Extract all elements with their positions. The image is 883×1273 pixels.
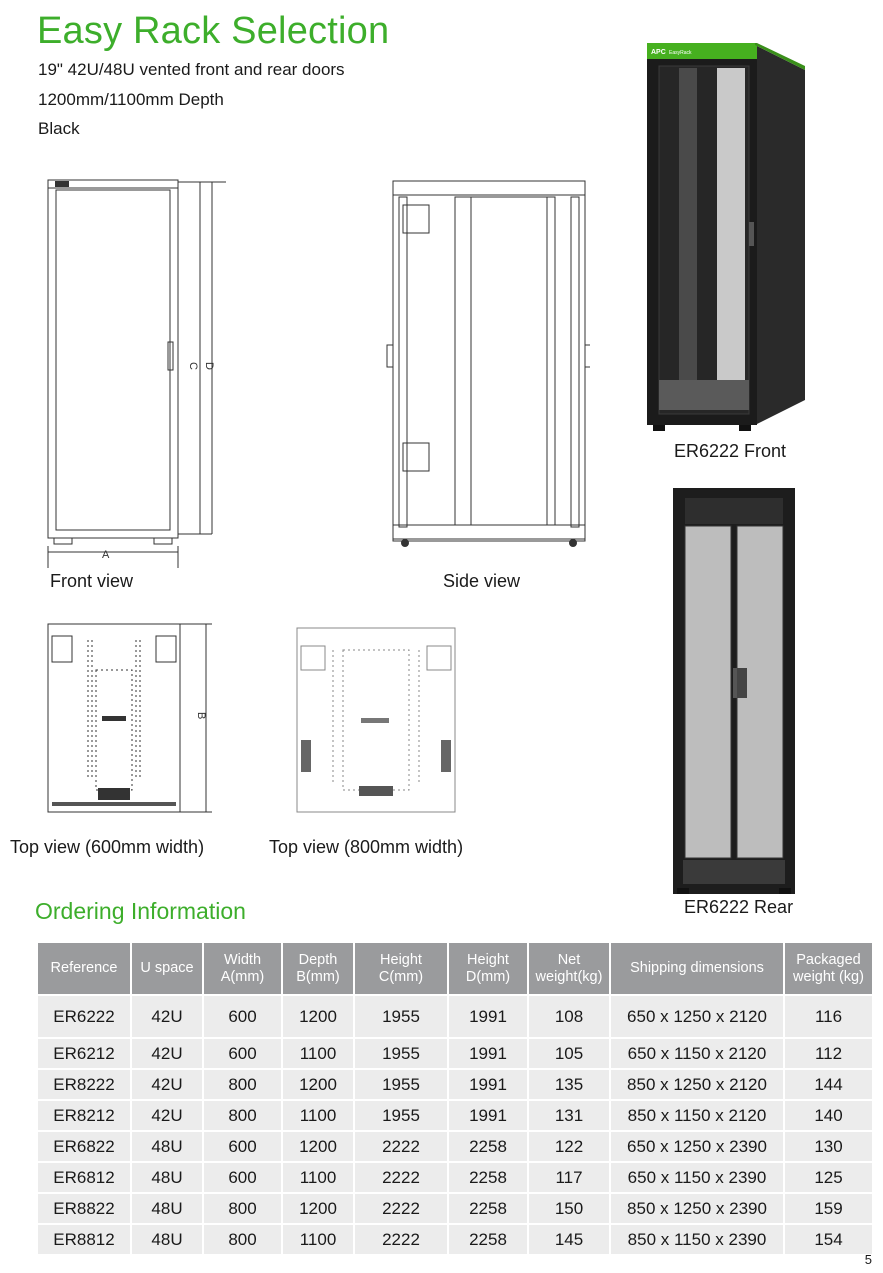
cell-depth: 1200	[283, 1192, 355, 1223]
table-row	[38, 1161, 872, 1192]
cell-height-d: 1991	[449, 1037, 529, 1068]
rack-front-photo	[645, 40, 807, 433]
table-row	[38, 1037, 872, 1068]
cell-width: 600	[204, 994, 283, 1037]
dim-b-label: B	[195, 712, 207, 720]
top-view-600-caption: Top view (600mm width)	[10, 837, 205, 857]
cell-u-space: 42U	[132, 1068, 204, 1099]
header-net-weight: Net weight(kg)	[529, 943, 611, 994]
front-view-drawing	[40, 172, 240, 572]
cell-height-d: 2258	[449, 1130, 529, 1161]
cell-net-weight: 117	[529, 1161, 611, 1192]
cell-net-weight: 105	[529, 1037, 611, 1068]
side-view-drawing	[385, 175, 590, 550]
cell-net-weight: 122	[529, 1130, 611, 1161]
cell-packaged-weight: 154	[785, 1223, 872, 1254]
cell-shipping-dimensions: 650 x 1250 x 2120	[611, 994, 785, 1037]
cell-height-c: 1955	[355, 1037, 449, 1068]
table-row	[38, 1068, 872, 1099]
cell-u-space: 48U	[132, 1192, 204, 1223]
cell-depth: 1200	[283, 994, 355, 1037]
table-row	[38, 994, 872, 1037]
ordering-title: Ordering Information	[35, 898, 246, 924]
cell-depth: 1100	[283, 1161, 355, 1192]
cell-packaged-weight: 112	[785, 1037, 872, 1068]
cell-height-d: 2258	[449, 1161, 529, 1192]
dim-d-label: D	[203, 362, 215, 370]
cell-width: 800	[204, 1099, 283, 1130]
cell-packaged-weight: 159	[785, 1192, 872, 1223]
front-view-caption: Front view	[50, 571, 134, 591]
header-u-space: U space	[132, 943, 204, 994]
header-shipping: Shipping dimensions	[611, 943, 785, 994]
rack-front-caption: ER6222 Front	[674, 441, 787, 461]
cell-reference: ER8222	[38, 1068, 132, 1099]
header-width: Width A(mm)	[204, 943, 283, 994]
header-height-d: Height D(mm)	[449, 943, 529, 994]
cell-reference: ER6822	[38, 1130, 132, 1161]
top-view-800-caption: Top view (800mm width)	[269, 837, 464, 857]
cell-shipping-dimensions: 850 x 1250 x 2390	[611, 1192, 785, 1223]
side-view-caption: Side view	[443, 571, 521, 591]
table-row	[38, 1130, 872, 1161]
cell-depth: 1100	[283, 1037, 355, 1068]
cell-u-space: 48U	[132, 1161, 204, 1192]
cell-reference: ER6812	[38, 1161, 132, 1192]
page-title: Easy Rack Selection	[37, 10, 390, 52]
cell-height-c: 2222	[355, 1192, 449, 1223]
top-view-600-drawing	[42, 620, 222, 820]
dim-a-label: A	[102, 549, 110, 561]
rack-rear-photo	[673, 488, 797, 898]
cell-width: 600	[204, 1161, 283, 1192]
cell-height-d: 2258	[449, 1223, 529, 1254]
cell-shipping-dimensions: 650 x 1150 x 2120	[611, 1037, 785, 1068]
cell-width: 800	[204, 1192, 283, 1223]
header-height-c: Height C(mm)	[355, 943, 449, 994]
cell-height-c: 2222	[355, 1161, 449, 1192]
photo-logo-subtext: EasyRack	[669, 50, 692, 56]
cell-height-d: 1991	[449, 994, 529, 1037]
cell-reference: ER6222	[38, 994, 132, 1037]
cell-u-space: 42U	[132, 994, 204, 1037]
cell-height-c: 2222	[355, 1223, 449, 1254]
top-view-800-drawing	[293, 622, 461, 817]
cell-packaged-weight: 125	[785, 1161, 872, 1192]
cell-height-d: 1991	[449, 1068, 529, 1099]
header-reference: Reference	[38, 943, 132, 994]
spec-line-doors: 19" 42U/48U vented front and rear doors	[38, 60, 345, 79]
cell-depth: 1200	[283, 1068, 355, 1099]
cell-net-weight: 145	[529, 1223, 611, 1254]
cell-packaged-weight: 144	[785, 1068, 872, 1099]
cell-shipping-dimensions: 650 x 1150 x 2390	[611, 1161, 785, 1192]
table-row	[38, 1099, 872, 1130]
cell-u-space: 42U	[132, 1099, 204, 1130]
page-number: 5	[864, 1252, 872, 1267]
cell-depth: 1200	[283, 1130, 355, 1161]
cell-net-weight: 108	[529, 994, 611, 1037]
cell-height-c: 1955	[355, 1068, 449, 1099]
cell-width: 800	[204, 1223, 283, 1254]
cell-reference: ER8812	[38, 1223, 132, 1254]
cell-shipping-dimensions: 650 x 1250 x 2390	[611, 1130, 785, 1161]
cell-shipping-dimensions: 850 x 1150 x 2120	[611, 1099, 785, 1130]
cell-height-c: 1955	[355, 994, 449, 1037]
cell-u-space: 42U	[132, 1037, 204, 1068]
table-header-row	[38, 943, 872, 994]
header-depth: Depth B(mm)	[283, 943, 355, 994]
table-row	[38, 1223, 872, 1254]
cell-width: 600	[204, 1037, 283, 1068]
cell-reference: ER8212	[38, 1099, 132, 1130]
spec-line-depth: 1200mm/1100mm Depth	[38, 90, 224, 109]
cell-net-weight: 150	[529, 1192, 611, 1223]
cell-reference: ER8822	[38, 1192, 132, 1223]
spec-line-color: Black	[38, 119, 80, 138]
cell-u-space: 48U	[132, 1130, 204, 1161]
cell-shipping-dimensions: 850 x 1150 x 2390	[611, 1223, 785, 1254]
header-packaged-weight: Packaged weight (kg)	[785, 943, 872, 994]
cell-width: 800	[204, 1068, 283, 1099]
cell-depth: 1100	[283, 1099, 355, 1130]
cell-reference: ER6212	[38, 1037, 132, 1068]
cell-height-c: 1955	[355, 1099, 449, 1130]
photo-logo-text: APC	[651, 49, 666, 56]
cell-height-c: 2222	[355, 1130, 449, 1161]
cell-packaged-weight: 116	[785, 994, 872, 1037]
table-row	[38, 1192, 872, 1223]
cell-width: 600	[204, 1130, 283, 1161]
cell-height-d: 1991	[449, 1099, 529, 1130]
rack-rear-caption: ER6222 Rear	[684, 897, 794, 917]
cell-u-space: 48U	[132, 1223, 204, 1254]
dim-c-label: C	[187, 362, 199, 370]
cell-net-weight: 131	[529, 1099, 611, 1130]
cell-shipping-dimensions: 850 x 1250 x 2120	[611, 1068, 785, 1099]
cell-depth: 1100	[283, 1223, 355, 1254]
cell-height-d: 2258	[449, 1192, 529, 1223]
cell-packaged-weight: 130	[785, 1130, 872, 1161]
ordering-table	[38, 943, 872, 1254]
cell-packaged-weight: 140	[785, 1099, 872, 1130]
cell-net-weight: 135	[529, 1068, 611, 1099]
